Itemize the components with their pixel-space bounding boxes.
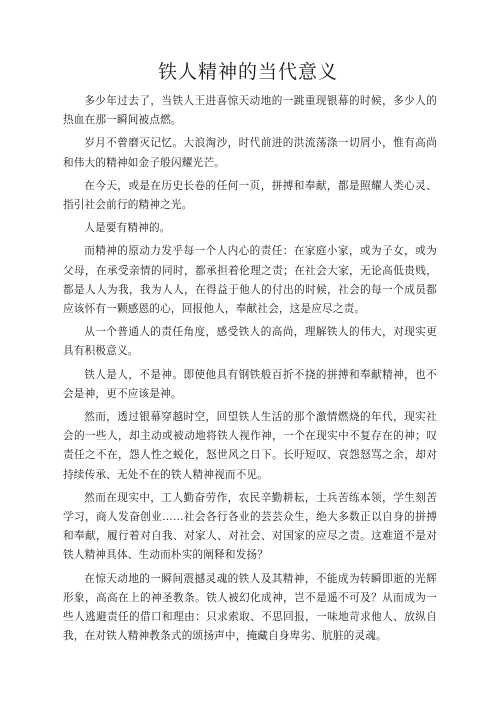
document-body	[63, 92, 437, 650]
paragraph: 多少年过去了，当铁人王进喜惊天动地的一跳重现银幕的时候，多少人的热血在那一瞬间被点燃。	[63, 95, 437, 127]
paragraph: 然而在现实中，工人勤奋劳作，农民辛勤耕耘，士兵苦练本领，学生刻苦学习，商人发奋创业……社会各行各业的芸芸众生，绝大多数正以自身的拼搏和奉献，履行着对自我、对家人、对社会、对国家的应尽之责。这难道不是对铁人精神具体、生动而朴实的阐释和发扬？	[63, 491, 437, 562]
paragraph: 铁人是人，不是神。即使他具有钢铁般百折不挠的拼搏和奉献精神，也不会是神，更不应该是神。	[63, 368, 437, 400]
paragraph: 而精神的原动力发乎每一个人内心的责任：在家庭小家，或为子女，或为父母，在承受亲情的同时，都承担着伦理之责；在社会大家，无论高低贵贱，都是人人为我，我为人人，在得益于他人的付出的时候，社会的每一个成员都应该怀有一颗感恩的心，回报他人，奉献社会，这是应尽之责。	[63, 245, 437, 316]
paragraph: 人是要有精神的。	[84, 222, 171, 235]
paragraph: 然而，透过银幕穿越时空，回望铁人生活的那个激情燃烧的年代，现实社会的一些人，却主动或被动地将铁人视作神，一个在现实中不复存在的神；叹责任之不在，怨人性之蜕化，怒世风之日下。长吁短叹、哀怨怒骂之余，却对持续传承、无处不在的铁人精神视而不见。	[63, 411, 437, 481]
paragraph: 岁月不曾磨灭记忆。大浪淘沙，时代前进的洪流荡涤一切屑小，惟有高尚和伟大的精神如金子般闪耀光芒。	[63, 137, 437, 169]
document-title: 铁人精神的当代意义	[157, 61, 338, 83]
paragraph: 在惊天动地的一瞬间震撼灵魂的铁人及其精神，不能成为转瞬即逝的光辉形象，高高在上的神圣教条。铁人被幻化成神，岂不是遥不可及？从而成为一些人逃避责任的借口和理由：只求索取、不思回报，一味地苛求他人、放纵自我，在对铁人精神教条式的颂扬声中，掩藏自身卑劣、肮脏的灵魂。	[63, 572, 437, 643]
paragraph: 在今天，或是在历史长卷的任何一页，拼搏和奉献，都是照耀人类心灵、指引社会前行的精神之光。	[63, 179, 437, 212]
paragraph: 从一个普通人的责任角度，感受铁人的高尚，理解铁人的伟大，对现实更具有积极意义。	[63, 326, 437, 358]
